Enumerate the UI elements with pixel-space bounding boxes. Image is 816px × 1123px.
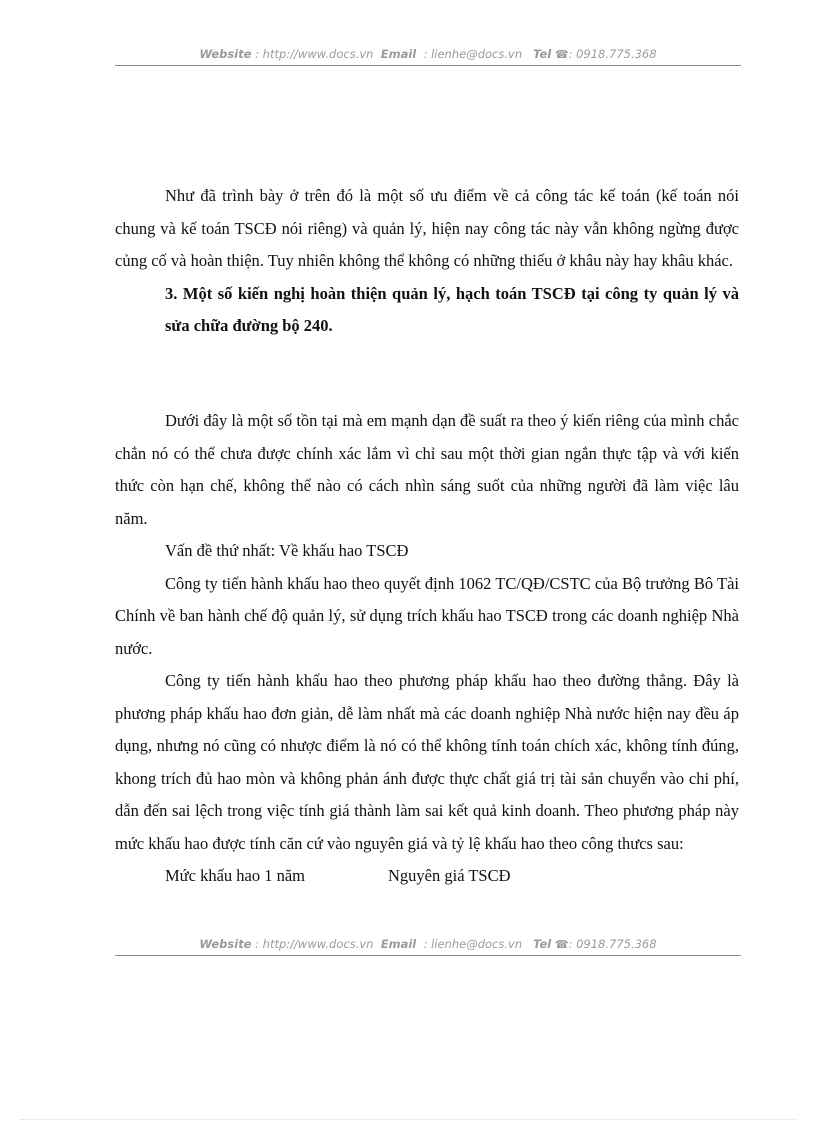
- document-body-continued: [115, 405, 739, 893]
- header-website-link[interactable]: : http://www.docs.vn: [255, 47, 374, 61]
- depreciation-formula: [115, 860, 739, 893]
- formula-right-term: Nguyên giá TSCĐ: [388, 866, 511, 885]
- footer-website-label: Website: [199, 937, 252, 951]
- formula-left-term: Mức khấu hao 1 năm: [165, 866, 305, 885]
- page-header: [115, 47, 741, 66]
- document-body: [115, 180, 739, 343]
- header-email-label: Email: [380, 47, 417, 61]
- phone-icon: ☎: [554, 938, 569, 951]
- header-tel-label: Tel: [533, 47, 552, 61]
- footer-website-link[interactable]: : http://www.docs.vn: [255, 937, 374, 951]
- page-footer: [115, 937, 741, 956]
- footer-tel-label: Tel: [533, 937, 552, 951]
- paragraph-intro: Như đã trình bày ở trên đó là một số ưu điểm về cả công tác kế toán (kế toán nói chung và kế toán TSCĐ nói riêng) và quản lý, hiện nay công tác này vẫn không ngừng được củng cố và hoàn thiện. Tuy nhiên không thể không có những thiếu ở khâu này hay khâu khác.: [115, 186, 739, 270]
- paragraph-straight-line-method: Công ty tiến hành khấu hao theo phương pháp khấu hao theo đường thẳng. Đây là phương pháp khấu hao đơn giản, dễ làm nhất mà các doanh nghiệp Nhà nước hiện nay đều áp dụng, nhưng nó cũng có nhược điểm là nó có thể không tính toán chích xác, không tính đúng, khong trích đủ hao mòn và không phản ánh được thực chất giá trị tài sản chuyển vào chi phí, dẫn đến sai lệch trong việc tính giá thành làm sai kết quả kinh doanh. Theo phương pháp này mức khấu hao được tính căn cứ vào nguyên giá và tỷ lệ khấu hao theo công thưcs sau:: [115, 671, 739, 853]
- header-email-link[interactable]: : lienhe@docs.vn: [423, 47, 523, 61]
- footer-email-label: Email: [380, 937, 417, 951]
- footer-tel-value: : 0918.775.368: [568, 937, 657, 951]
- page-edge-divider: [20, 1119, 796, 1120]
- paragraph-existing-issues: Dưới đây là một số tồn tại mà em mạnh dạn đề suất ra theo ý kiến riêng của mình chắc chắn nó có thể chưa được chính xác lắm vì chỉ sau một thời gian ngắn thực tập và với kiến thức còn hạn chế, không thể nào có cách nhìn sáng suốt của những người đã làm việc lâu năm.: [115, 411, 739, 528]
- section-heading: 3. Một số kiến nghị hoàn thiện quản lý, hạch toán TSCĐ tại công ty quản lý và sửa chữa đường bộ 240.: [165, 283, 739, 335]
- header-tel-value: : 0918.775.368: [568, 47, 657, 61]
- phone-icon: ☎: [554, 48, 569, 61]
- paragraph-depreciation-decision: Công ty tiến hành khấu hao theo quyết định 1062 TC/QĐ/CSTC của Bộ trưởng Bô Tài Chính về ban hành chế độ quản lý, sử dụng trích khấu hao TSCĐ trong các doanh nghiệp Nhà nước.: [115, 573, 739, 658]
- issue-one-title: Vấn đề thứ nhất: Về khấu hao TSCĐ: [165, 541, 409, 560]
- footer-email-link[interactable]: : lienhe@docs.vn: [423, 937, 523, 951]
- header-website-label: Website: [199, 47, 252, 61]
